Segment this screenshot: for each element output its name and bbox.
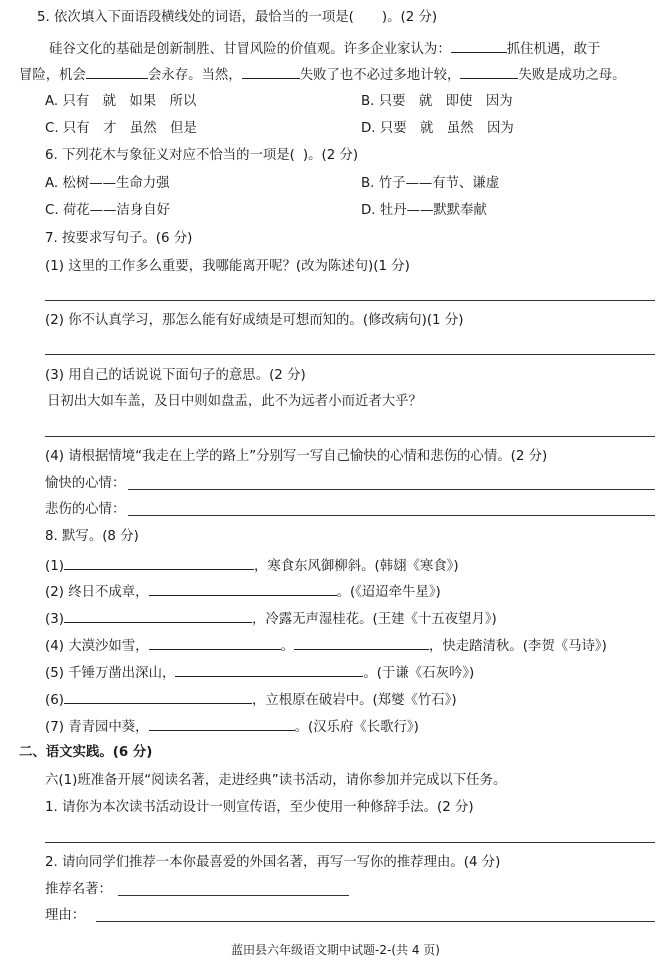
q7-sub3: (3) 用自己的话说说下面句子的意思。(2 分) [45,368,306,383]
q8-title: 8. 默写。(8 分) [45,529,139,544]
q7-title: 7. 按要求写句子。(6 分) [45,231,193,246]
q5-stem: 5. 依次填入下面语段横线处的词语，最恰当的一项是( )。(2 分) [37,10,438,25]
blank[interactable] [294,635,429,650]
sad-mood-label: 悲伤的心情： [45,502,126,517]
q8-item-1: (1) ，寒食东风御柳斜。(韩翃《寒食》) [45,555,459,577]
section-2-task-1: 1. 请你为本次读书活动设计一则宣传语，至少使用一种修辞手法。(2 分) [45,800,474,815]
q6-option-c[interactable]: C. 荷花——洁身自好 [45,203,170,218]
blank[interactable] [149,581,337,596]
section-2-heading: 二、语文实践。(6 分) [19,745,153,760]
answer-line[interactable] [45,436,655,437]
q6-option-b[interactable]: B. 竹子——有节、谦虚 [361,176,500,191]
blank-2[interactable] [86,64,148,79]
q5-option-c[interactable]: C. 只有 才 虽然 但是 [45,121,197,136]
blank[interactable] [64,555,254,570]
blank[interactable] [149,635,281,650]
q6-option-a[interactable]: A. 松树——生命力强 [45,176,170,191]
sad-mood-line[interactable] [128,515,655,516]
q8-item-3: (3) ，冷露无声湿桂花。(王建《十五夜望月》) [45,608,497,630]
section-2-intro: 六(1)班准备开展“阅读名著，走进经典”读书活动，请你参加并完成以下任务。 [45,773,507,788]
q8-item-5: (5) 千锤万凿出深山， 。(于谦《石灰吟》) [45,662,474,684]
blank-4[interactable] [460,64,518,79]
section-2-task-2: 2. 请向同学们推荐一本你最喜爱的外国名著，再写一写你的推荐理由。(4 分) [45,855,501,870]
blank[interactable] [149,716,295,731]
reason-line[interactable] [96,921,655,922]
q6-option-d[interactable]: D. 牡丹——默默奉献 [361,203,487,218]
happy-mood-label: 愉快的心情： [45,476,126,491]
answer-line[interactable] [45,300,655,301]
answer-line[interactable] [45,842,655,843]
q5-passage-line1: 硅谷文化的基础是创新制胜、甘冒风险的价值观。许多企业家认为： 抓住机遇，敢于 [49,38,600,60]
q8-item-2: (2) 终日不成章， 。(《迢迢牵牛星》) [45,581,441,603]
blank[interactable] [64,608,252,623]
q6-stem: 6. 下列花木与象征义对应不恰当的一项是( )。(2 分) [45,148,359,163]
blank[interactable] [175,662,363,677]
q5-option-a[interactable]: A. 只有 就 如果 所以 [45,94,197,109]
q5-option-d[interactable]: D. 只要 就 虽然 因为 [361,121,514,136]
blank-1[interactable] [451,38,507,53]
recommend-book-label: 推荐名著： [45,882,112,897]
q7-sub3-quote: 日初出大如车盖，及日中则如盘盂，此不为远者小而近者大乎？ [47,394,422,409]
q8-item-6: (6) ，立根原在破岩中。(郑燮《竹石》) [45,689,457,711]
page-footer: 蓝田县六年级语文期中试题-2-(共 4 页) [231,943,440,957]
answer-line[interactable] [45,354,655,355]
blank-3[interactable] [242,64,300,79]
q8-item-4: (4) 大漠沙如雪， 。 ，快走踏清秋。(李贺《马诗》) [45,635,607,657]
happy-mood-line[interactable] [128,489,655,490]
q7-sub2: (2) 你不认真学习，那怎么能有好成绩是可想而知的。(修改病句)(1 分) [45,313,464,328]
q5-passage-line2: 冒险，机会 会永存。当然， 失败了也不必过多地计较， 失败是成功之母。 [19,64,626,86]
q7-sub1: (1) 这里的工作多么重要，我哪能离开呢？(改为陈述句)(1 分) [45,259,410,274]
blank[interactable] [64,689,252,704]
recommend-book-line[interactable] [118,895,349,896]
q8-item-7: (7) 青青园中葵， 。(汉乐府《长歌行》) [45,716,419,738]
q5-option-b[interactable]: B. 只要 就 即使 因为 [361,94,513,109]
q7-sub4: (4) 请根据情境“我走在上学的路上”分别写一写自己愉快的心情和悲伤的心情。(2 分) [45,449,548,464]
reason-label: 理由： [45,908,86,923]
